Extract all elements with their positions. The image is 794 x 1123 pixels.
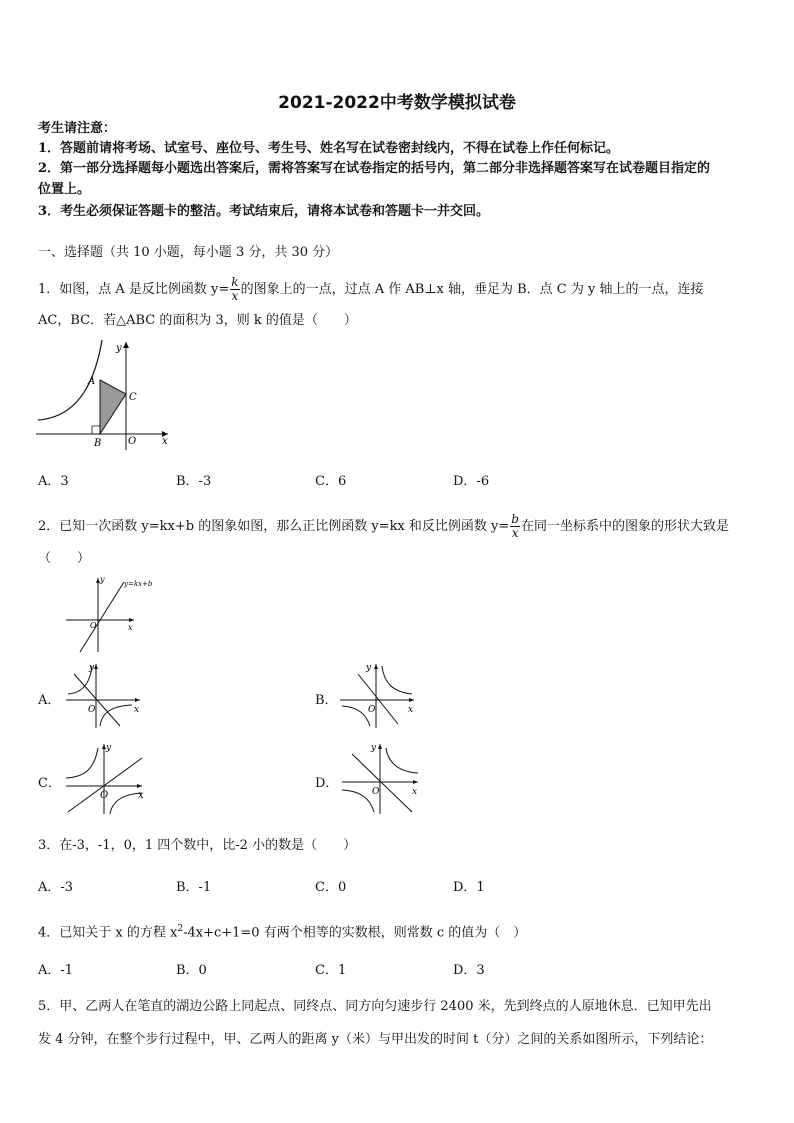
- q2-text-b: 在同一坐标系中的图象的形状大致是: [520, 519, 729, 534]
- q1-text-b: 的图象上的一点，过点 A 作 AB⊥x 轴，垂足为 B．点 C 为 y 轴上的一点，连接: [240, 282, 704, 297]
- q2-option-a-label[interactable]: A．: [38, 693, 61, 708]
- q1-frac-num: k: [231, 275, 239, 289]
- q2-frac-num: b: [511, 512, 519, 526]
- q1-option-b[interactable]: B．-3: [176, 474, 212, 489]
- q1-y-arrow: [123, 342, 129, 348]
- q2-option-d-label[interactable]: D．: [315, 776, 339, 791]
- q2-a-label-y: y: [89, 663, 95, 673]
- q1-option-c[interactable]: C．6: [315, 474, 347, 489]
- q2-c-x-arrow: [137, 784, 142, 788]
- q1-fraction: [230, 276, 239, 303]
- q1-option-d[interactable]: D．-6: [453, 474, 490, 489]
- q2-option-d-figure[interactable]: [338, 740, 424, 816]
- q1-frac-den: x: [231, 289, 239, 303]
- q2-d-line: [352, 754, 412, 812]
- q2-b-y-arrow: [374, 664, 378, 669]
- q2-b-curve-2: [342, 706, 370, 726]
- q2-c-label-x: x: [138, 790, 144, 801]
- q2-line1: [38, 513, 729, 540]
- q1-line2: AC，BC．若△ABC 的面积为 3，则 k 的值是（ ）: [38, 313, 357, 328]
- q2-main-line-label: y=kx+b: [124, 580, 153, 588]
- q3-option-a[interactable]: A．-3: [38, 880, 74, 895]
- q1-right-angle-mark: [92, 426, 100, 434]
- notice-item-1: 1．答题前请将考场、试室号、座位号、考生号、姓名写在试卷密封线内，不得在试卷上作任何标记。: [38, 141, 620, 156]
- q2-main-label-o: O: [90, 621, 97, 630]
- q2-a-x-arrow: [135, 698, 140, 702]
- q1-label-o: O: [128, 436, 137, 447]
- q4-option-d[interactable]: D．3: [453, 963, 485, 978]
- q2-b-x-arrow: [409, 698, 414, 702]
- q2-main-label-y: y: [100, 575, 105, 584]
- q2-c-label-o: O: [100, 790, 109, 801]
- q2-c-curve-1: [66, 748, 98, 778]
- q2-c-label-y: y: [106, 743, 112, 753]
- q5-line1: 5．甲、乙两人在笔直的湖边公路上同起点、同终点、同方向匀速步行 2400 米，先到终点的人原地休息．已知甲先出: [38, 999, 712, 1014]
- q2-option-c-label[interactable]: C．: [38, 776, 61, 791]
- q2-fraction: [510, 513, 520, 540]
- q4-superscript: 2: [177, 924, 184, 934]
- q1-label-c: C: [129, 392, 137, 403]
- q1-triangle-abc: [100, 380, 126, 434]
- q3-option-b[interactable]: B．-1: [176, 880, 212, 895]
- q2-option-b-figure[interactable]: [336, 660, 420, 730]
- q1-label-x: x: [162, 436, 168, 447]
- q1-line1: [38, 276, 704, 303]
- q1-text-a: 1．如图，点 A 是反比例函数 y=: [38, 282, 230, 297]
- q2-main-line: [80, 582, 124, 652]
- q2-d-label-x: x: [412, 787, 418, 797]
- q2-d-label-o: O: [372, 787, 380, 797]
- q1-label-a: A: [88, 376, 96, 387]
- page-title: 2021-2022中考数学模拟试卷: [278, 93, 516, 113]
- q3-text: 3．在-3，-1，0，1 四个数中，比-2 小的数是（ ）: [38, 838, 357, 853]
- notice-item-2: 2．第一部分选择题每小题选出答案后，需将答案写在试卷指定的括号内，第二部分非选择题答案写在试卷题目指定的: [38, 161, 711, 176]
- q2-main-label-x: x: [128, 623, 133, 632]
- q1-label-b: B: [94, 438, 102, 449]
- q4-option-c[interactable]: C．1: [315, 963, 347, 978]
- q2-c-line: [68, 758, 142, 812]
- q2-main-figure: [62, 574, 158, 654]
- q1-option-a[interactable]: A．3: [38, 474, 69, 489]
- q4-text-b: -4x+c+1=0 有两个相等的实数根，则常数 c 的值为（ ）: [183, 925, 527, 941]
- q2-d-x-arrow: [413, 780, 418, 784]
- q2-option-c-figure[interactable]: [62, 740, 148, 816]
- q2-text-a: 2．已知一次函数 y=kx+b 的图象如图，那么正比例函数 y=kx 和反比例函数 y=: [38, 519, 510, 534]
- q2-option-b-label[interactable]: B．: [315, 693, 338, 708]
- q2-line2: （ ）: [38, 551, 91, 566]
- q2-d-label-y: y: [371, 743, 377, 753]
- notice-item-2-cont: 位置上。: [38, 182, 91, 197]
- q2-a-label-o: O: [88, 705, 96, 715]
- q3-option-c[interactable]: C．0: [315, 880, 347, 895]
- q2-frac-den: x: [511, 526, 519, 540]
- notice-item-3: 3．考生必须保证答题卡的整洁。考试结束后，请将本试卷和答题卡一并交回。: [38, 204, 490, 219]
- q2-b-label-y: y: [366, 663, 372, 673]
- q2-b-label-x: x: [408, 705, 414, 715]
- q2-a-y-arrow: [94, 664, 98, 669]
- q2-d-curve-2: [342, 790, 374, 812]
- q2-main-x-arrow: [129, 618, 134, 622]
- q2-option-a-figure[interactable]: [62, 660, 146, 730]
- q2-b-label-o: O: [368, 705, 376, 715]
- q5-line2: 发 4 分钟，在整个步行过程中，甲、乙两人的距离 y（米）与甲出发的时间 t（分）之间的关系如图所示，下列结论：: [38, 1032, 713, 1047]
- q4-option-a[interactable]: A．-1: [38, 963, 74, 978]
- q2-b-line: [358, 674, 398, 724]
- q4-text: [38, 920, 526, 942]
- q1-figure: [36, 338, 172, 452]
- notice-heading: 考生请注意：: [38, 121, 117, 136]
- q4-option-b[interactable]: B．0: [176, 963, 207, 978]
- q3-option-d[interactable]: D．1: [453, 880, 485, 895]
- q2-d-y-arrow: [378, 744, 382, 749]
- section-heading: 一、选择题（共 10 小题，每小题 3 分，共 30 分）: [38, 245, 339, 260]
- q2-d-curve-1: [386, 748, 418, 773]
- q2-b-curve-1: [382, 666, 412, 694]
- q2-a-label-x: x: [134, 705, 140, 715]
- q4-text-a: 4．已知关于 x 的方程 x: [38, 925, 178, 941]
- q1-label-y: y: [116, 343, 122, 354]
